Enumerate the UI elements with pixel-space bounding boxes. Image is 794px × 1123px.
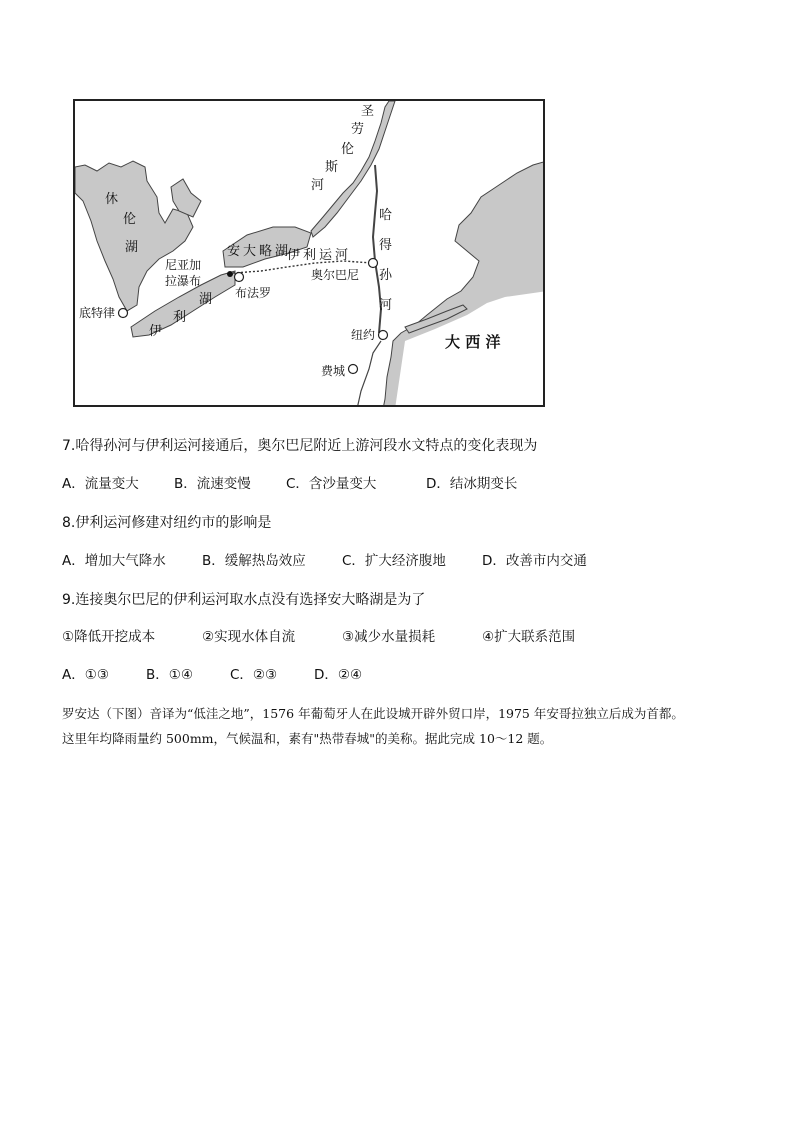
label-albany: 奥尔巴尼 — [311, 268, 360, 282]
passage-line-2: 这里年均降雨量约 500mm，气候温和，素有"热带春城"的美称。据此完成 10～12 题。 — [62, 731, 553, 746]
q8-option-d[interactable]: D．改善市内交通 — [482, 553, 587, 569]
label-huron-1: 休 — [105, 192, 119, 207]
q9-option-a[interactable]: A．①③ — [62, 667, 109, 683]
q7-option-c[interactable]: C．含沙量变大 — [286, 476, 377, 492]
label-erie-canal: 伊利运河 — [287, 248, 352, 263]
q8-option-b[interactable]: B．缓解热岛效应 — [202, 553, 306, 569]
passage-line-1: 罗安达（下图）音译为“低洼之地”，1576 年葡萄牙人在此设城开辟外贸口岸，1975 年安哥拉独立后成为首都。 — [62, 706, 684, 721]
buffalo-marker — [235, 273, 244, 282]
philadelphia-marker — [349, 365, 358, 374]
label-st-lawrence-4: 斯 — [325, 160, 339, 175]
label-erie-2: 利 — [173, 310, 187, 325]
label-philadelphia: 费城 — [321, 364, 346, 378]
map-svg — [75, 101, 545, 407]
new-york-marker — [379, 331, 388, 340]
question-8-stem: 8.伊利运河修建对纽约市的影响是 — [62, 515, 272, 531]
niagara-falls-marker — [227, 271, 233, 277]
label-erie-3: 伊 — [149, 324, 163, 339]
label-hudson-4: 河 — [379, 298, 393, 313]
albany-marker — [369, 259, 378, 268]
label-detroit: 底特律 — [79, 306, 116, 320]
question-9-stem: 9.连接奥尔巴尼的伊利运河取水点没有选择安大略湖是为了 — [62, 592, 426, 608]
label-st-lawrence-1: 圣 — [361, 104, 375, 119]
label-ontario: 安大略湖 — [227, 244, 292, 259]
label-atlantic: 大 西 洋 — [445, 333, 501, 351]
q9-item-1: ①降低开挖成本 — [62, 629, 156, 645]
delaware-river — [357, 341, 381, 407]
detroit-marker — [119, 309, 128, 318]
q9-option-b[interactable]: B．①④ — [146, 667, 193, 683]
question-7-stem: 7.哈得孙河与伊利运河接通后，奥尔巴尼附近上游河段水文特点的变化表现为 — [62, 438, 538, 454]
q7-option-d[interactable]: D．结冰期变长 — [426, 476, 518, 492]
q9-item-2: ②实现水体自流 — [202, 629, 296, 645]
q9-item-4: ④扩大联系范围 — [482, 629, 576, 645]
label-niagara-1: 尼亚加 — [165, 258, 202, 272]
label-st-lawrence-2: 劳 — [351, 122, 365, 137]
q8-option-c[interactable]: C．扩大经济腹地 — [342, 553, 446, 569]
label-st-lawrence-5: 河 — [311, 178, 325, 193]
q9-option-c[interactable]: C．②③ — [230, 667, 278, 683]
q7-option-a[interactable]: A．流量变大 — [62, 476, 139, 492]
label-buffalo: 布法罗 — [235, 286, 272, 300]
q8-option-a[interactable]: A．增加大气降水 — [62, 553, 166, 569]
label-niagara-2: 拉瀑布 — [165, 274, 202, 288]
label-hudson-1: 哈 — [379, 208, 393, 223]
label-st-lawrence-3: 伦 — [341, 142, 355, 157]
label-erie-1: 湖 — [199, 292, 213, 307]
label-hudson-3: 孙 — [379, 268, 393, 283]
q9-item-3: ③减少水量损耗 — [342, 629, 436, 645]
q9-option-d[interactable]: D．②④ — [314, 667, 363, 683]
label-hudson-2: 得 — [379, 238, 393, 253]
label-huron-2: 伦 — [123, 212, 137, 227]
label-huron-3: 湖 — [125, 240, 139, 255]
map-figure — [73, 99, 545, 407]
label-new-york: 纽约 — [351, 328, 376, 342]
q7-option-b[interactable]: B．流速变慢 — [174, 476, 251, 492]
lake-huron — [75, 161, 193, 311]
